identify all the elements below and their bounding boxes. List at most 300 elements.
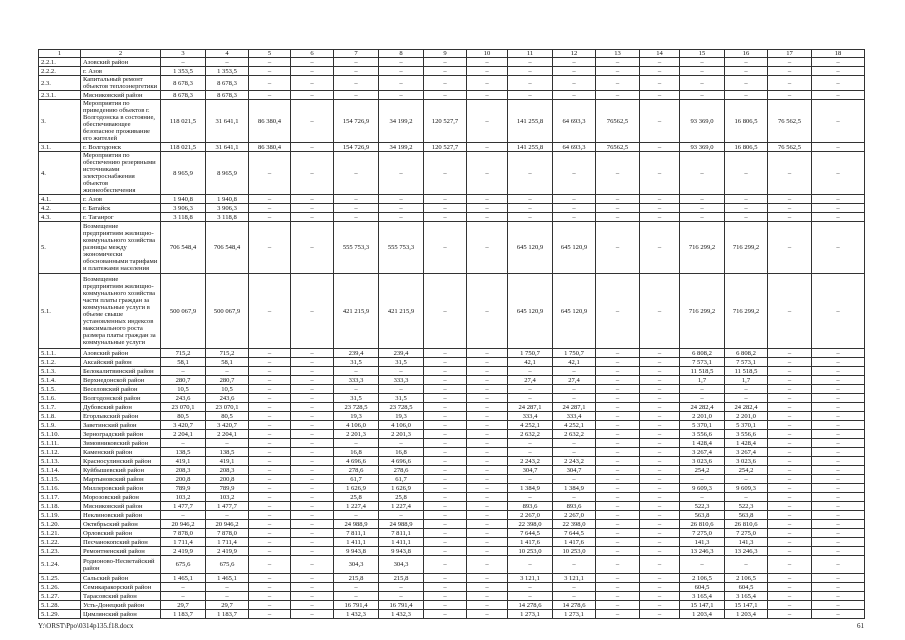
value-cell: – [725,58,768,67]
value-cell: – [467,610,508,619]
value-cell: 34 199,2 [379,100,424,143]
value-cell: – [508,448,553,457]
value-cell: – [334,213,379,222]
table-row [39,511,865,520]
value-cell: 1 940,8 [161,195,206,204]
value-cell: 2 267,0 [508,511,553,520]
value-cell: 8 678,3 [206,76,249,91]
value-cell: – [291,367,334,376]
value-cell: 20 946,2 [161,520,206,529]
value-cell: – [508,58,553,67]
row-number-cell: 4.2. [39,204,81,213]
value-cell: – [291,592,334,601]
table-row [39,502,865,511]
value-cell: – [680,385,725,394]
value-cell: – [291,385,334,394]
value-cell: 6 808,2 [680,349,725,358]
table-row [39,213,865,222]
column-number-cell: 5 [249,50,291,58]
value-cell: 154 726,9 [334,100,379,143]
value-cell: 16 806,5 [725,100,768,143]
value-cell: 20 946,2 [206,520,249,529]
value-cell: – [424,152,467,195]
row-number-cell: 2.3.1. [39,91,81,100]
value-cell: – [249,439,291,448]
value-cell: 80,5 [161,412,206,421]
value-cell: – [508,67,553,76]
value-cell: 61,7 [379,475,424,484]
value-cell: – [768,466,812,475]
value-cell: – [596,376,640,385]
value-cell: 24 282,4 [680,403,725,412]
value-cell: – [424,421,467,430]
value-cell: – [596,592,640,601]
value-cell: 1 428,4 [680,439,725,448]
value-cell: – [424,547,467,556]
column-number-cell: 8 [379,50,424,58]
value-cell: – [768,412,812,421]
value-cell: 23 728,5 [379,403,424,412]
value-cell: – [596,457,640,466]
value-cell: – [291,143,334,152]
row-name-cell: г. Волгодонск [81,143,161,152]
value-cell: – [640,466,680,475]
value-cell: – [768,152,812,195]
value-cell: 7 811,1 [379,529,424,538]
value-cell: – [206,58,249,67]
value-cell: – [291,403,334,412]
value-cell: – [640,274,680,349]
value-cell: 1 411,1 [334,538,379,547]
value-cell: – [291,213,334,222]
value-cell: – [291,547,334,556]
value-cell: – [424,222,467,274]
value-cell: – [768,601,812,610]
value-cell: – [467,529,508,538]
value-cell: 76 562,5 [768,100,812,143]
value-cell: 3 023,6 [725,457,768,466]
value-cell: – [467,448,508,457]
value-cell: – [249,274,291,349]
value-cell: – [725,67,768,76]
value-cell: – [768,538,812,547]
value-cell: 243,6 [206,394,249,403]
value-cell: – [161,439,206,448]
value-cell: 3 121,1 [553,574,596,583]
value-cell: – [725,76,768,91]
value-cell: – [249,204,291,213]
value-cell: – [334,195,379,204]
value-cell: – [680,91,725,100]
row-name-cell: Егорлыкский район [81,412,161,421]
row-name-cell: Ремонтненский район [81,547,161,556]
value-cell: – [640,143,680,152]
value-cell: – [768,484,812,493]
value-cell: – [334,592,379,601]
value-cell: – [596,58,640,67]
value-cell: 3 267,4 [725,448,768,457]
row-name-cell: Зерноградский район [81,430,161,439]
value-cell: 24 988,9 [334,520,379,529]
row-name-cell: Каменский район [81,448,161,457]
value-cell: 118 021,5 [161,143,206,152]
table-row [39,421,865,430]
value-cell: 31 641,1 [206,100,249,143]
value-cell: 3 165,4 [680,592,725,601]
value-cell: – [640,195,680,204]
value-cell: 15 147,1 [725,601,768,610]
value-cell: – [768,394,812,403]
row-name-cell: Сальский район [81,574,161,583]
value-cell: – [291,511,334,520]
value-cell: 31,5 [379,358,424,367]
value-cell: 23 070,1 [161,403,206,412]
column-number-cell: 11 [508,50,553,58]
value-cell: – [768,493,812,502]
value-cell: – [768,274,812,349]
value-cell: 1 711,4 [161,538,206,547]
value-cell: – [640,511,680,520]
value-cell: – [467,367,508,376]
value-cell: – [249,58,291,67]
value-cell: – [291,394,334,403]
value-cell: – [291,204,334,213]
value-cell: – [206,511,249,520]
value-cell: – [640,439,680,448]
value-cell: 2 201,3 [379,430,424,439]
value-cell: – [249,466,291,475]
value-cell: – [424,58,467,67]
value-cell: – [291,556,334,574]
value-cell: – [596,448,640,457]
value-cell: – [467,538,508,547]
value-cell: – [640,583,680,592]
value-cell: – [334,511,379,520]
value-cell: 304,3 [334,556,379,574]
value-cell: – [249,394,291,403]
value-cell: – [379,204,424,213]
value-cell: – [249,195,291,204]
value-cell: 3 906,3 [161,204,206,213]
value-cell: – [467,204,508,213]
value-cell: 103,2 [206,493,249,502]
value-cell: – [640,448,680,457]
value-cell: – [424,376,467,385]
value-cell: – [812,475,865,484]
value-cell: – [249,367,291,376]
value-cell: – [291,421,334,430]
value-cell: – [680,213,725,222]
value-cell: – [161,58,206,67]
value-cell: – [812,484,865,493]
value-cell: 7 644,5 [508,529,553,538]
value-cell: – [640,502,680,511]
value-cell: – [334,152,379,195]
value-cell: – [424,556,467,574]
value-cell: – [596,421,640,430]
value-cell: – [379,439,424,448]
value-cell: 706 548,4 [161,222,206,274]
row-number-cell: 5.1.29. [39,610,81,619]
row-number-cell: 5.1.6. [39,394,81,403]
value-cell: – [725,556,768,574]
value-cell: 893,6 [553,502,596,511]
value-cell: – [291,502,334,511]
table-row [39,475,865,484]
value-cell: – [768,367,812,376]
value-cell: 120 527,7 [424,143,467,152]
value-cell: – [508,195,553,204]
value-cell: – [640,421,680,430]
value-cell: 1 432,3 [334,610,379,619]
value-cell: – [424,475,467,484]
value-cell: – [291,583,334,592]
value-cell: 1 417,6 [553,538,596,547]
table-row [39,601,865,610]
value-cell: 141,3 [725,538,768,547]
value-cell: 29,7 [206,601,249,610]
value-cell: 3 906,3 [206,204,249,213]
value-cell: 24 287,1 [553,403,596,412]
value-cell: – [249,529,291,538]
value-cell: – [640,403,680,412]
value-cell: 522,3 [725,502,768,511]
value-cell: – [812,601,865,610]
value-cell: – [291,376,334,385]
value-cell: – [725,91,768,100]
value-cell: 118 021,5 [161,100,206,143]
value-cell: – [467,67,508,76]
row-name-cell: г. Батайск [81,204,161,213]
value-cell: – [467,213,508,222]
value-cell: – [812,385,865,394]
value-cell: – [768,529,812,538]
value-cell: 789,9 [161,484,206,493]
value-cell: 31 641,1 [206,143,249,152]
value-cell: – [467,457,508,466]
row-name-cell: Родионово-Несветайский район [81,556,161,574]
value-cell: – [812,583,865,592]
value-cell: 254,2 [680,466,725,475]
row-number-cell: 5.1.22. [39,538,81,547]
value-cell: – [508,394,553,403]
value-cell: 8 965,9 [161,152,206,195]
value-cell: 1 465,1 [206,574,249,583]
value-cell: – [249,358,291,367]
value-cell: – [291,457,334,466]
value-cell: – [291,349,334,358]
value-cell: 333,3 [334,376,379,385]
value-cell: 1 353,5 [161,67,206,76]
value-cell: – [379,67,424,76]
value-cell: – [640,412,680,421]
value-cell: – [553,152,596,195]
footer-page-number: 61 [857,622,864,630]
value-cell: 138,5 [161,448,206,457]
row-number-cell: 5.1.16. [39,484,81,493]
table-row [39,529,865,538]
value-cell: 1 227,4 [379,502,424,511]
value-cell: 7 573,1 [680,358,725,367]
value-cell: – [768,204,812,213]
value-cell: – [768,421,812,430]
value-cell: – [812,195,865,204]
value-cell: – [596,430,640,439]
value-cell: – [725,493,768,502]
value-cell: – [596,493,640,502]
value-cell: – [812,457,865,466]
value-cell: 16 791,4 [379,601,424,610]
value-cell: 22 398,0 [553,520,596,529]
value-cell: – [467,403,508,412]
value-cell: – [467,493,508,502]
table-row [39,143,865,152]
value-cell: – [596,367,640,376]
value-cell: 1 227,4 [334,502,379,511]
document-sheet [38,49,864,619]
footer-file-path: Y:\ORST\Ppo\0314p135.f18.docx [38,622,134,630]
column-number-row [39,50,865,58]
value-cell: 6 808,2 [725,349,768,358]
value-cell: – [467,574,508,583]
value-cell: – [640,91,680,100]
value-cell: – [249,152,291,195]
value-cell: 16 791,4 [334,601,379,610]
value-cell: 304,7 [508,466,553,475]
value-cell: 58,1 [206,358,249,367]
value-cell: – [596,547,640,556]
value-cell: 14 278,6 [508,601,553,610]
table-row [39,439,865,448]
value-cell: 7 878,0 [206,529,249,538]
value-cell: – [812,610,865,619]
value-cell: 1 626,9 [379,484,424,493]
row-name-cell: Зимовниковский район [81,439,161,448]
value-cell: – [467,583,508,592]
value-cell: – [725,385,768,394]
value-cell: – [291,466,334,475]
value-cell: – [249,538,291,547]
row-name-cell: Морозовский район [81,493,161,502]
value-cell: – [640,349,680,358]
value-cell: – [768,574,812,583]
value-cell: 563,8 [725,511,768,520]
value-cell: – [334,439,379,448]
value-cell: – [424,484,467,493]
value-cell: – [379,511,424,520]
value-cell: – [379,592,424,601]
value-cell: – [596,385,640,394]
value-cell: 208,3 [161,466,206,475]
value-cell: – [640,475,680,484]
value-cell: – [508,204,553,213]
row-name-cell: Возмещение предприятиям жилищно-коммунального хозяйства разницы между экономически обоснованными тарифами и платежами населения [81,222,161,274]
table-row [39,76,865,91]
value-cell: 280,7 [206,376,249,385]
row-name-cell: Мероприятия по обеспечению резервными источниками электроснабжения объектов жизнеобеспечения [81,152,161,195]
value-cell: – [467,439,508,448]
table-row [39,592,865,601]
value-cell: – [680,556,725,574]
value-cell: – [812,556,865,574]
value-cell: 9 609,3 [680,484,725,493]
value-cell: – [640,204,680,213]
value-cell: – [596,520,640,529]
value-cell: – [596,195,640,204]
value-cell: – [812,511,865,520]
row-name-cell: Тарасовский район [81,592,161,601]
value-cell: – [424,76,467,91]
value-cell: – [640,376,680,385]
value-cell: – [249,556,291,574]
value-cell: 138,5 [206,448,249,457]
value-cell: – [424,592,467,601]
row-number-cell: 5.1.15. [39,475,81,484]
value-cell: – [553,439,596,448]
value-cell: – [424,67,467,76]
table-row [39,152,865,195]
value-cell: 555 753,3 [379,222,424,274]
value-cell: – [424,358,467,367]
value-cell: – [596,394,640,403]
value-cell: – [508,556,553,574]
row-number-cell: 5.1.1. [39,349,81,358]
value-cell: – [424,213,467,222]
value-cell: – [596,76,640,91]
value-cell: 22 398,0 [508,520,553,529]
value-cell: – [812,152,865,195]
value-cell: 8 965,9 [206,152,249,195]
value-cell: – [291,91,334,100]
value-cell: 31,5 [334,394,379,403]
value-cell: – [768,195,812,204]
row-number-cell: 5.1.18. [39,502,81,511]
value-cell: – [249,610,291,619]
value-cell: 7 275,0 [680,529,725,538]
value-cell: – [596,511,640,520]
value-cell: 645 120,9 [508,274,553,349]
value-cell: – [334,367,379,376]
value-cell: – [249,502,291,511]
value-cell: 93 369,0 [680,143,725,152]
value-cell: 1 203,4 [680,610,725,619]
value-cell: 7 573,1 [725,358,768,367]
value-cell: 3 420,7 [206,421,249,430]
value-cell: – [467,76,508,91]
value-cell: – [553,58,596,67]
value-cell: 31,5 [379,394,424,403]
table-row [39,493,865,502]
value-cell: – [424,403,467,412]
value-cell: – [725,195,768,204]
value-cell: 333,3 [379,376,424,385]
value-cell: – [725,204,768,213]
row-name-cell: Возмещение предприятиям жилищно-коммунального хозяйства части платы граждан за коммунальные услуги в объеме свыше установленных индексов максимального роста размера платы граждан за коммунальные услуги [81,274,161,349]
value-cell: – [249,91,291,100]
value-cell: – [467,502,508,511]
value-cell: – [379,367,424,376]
value-cell: – [812,574,865,583]
value-cell: – [467,430,508,439]
value-cell: – [553,385,596,394]
value-cell: – [680,67,725,76]
row-name-cell: Мясниковский район [81,91,161,100]
value-cell: – [249,403,291,412]
value-cell: 1 183,7 [161,610,206,619]
value-cell: – [596,484,640,493]
value-cell: – [812,143,865,152]
value-cell: – [553,583,596,592]
